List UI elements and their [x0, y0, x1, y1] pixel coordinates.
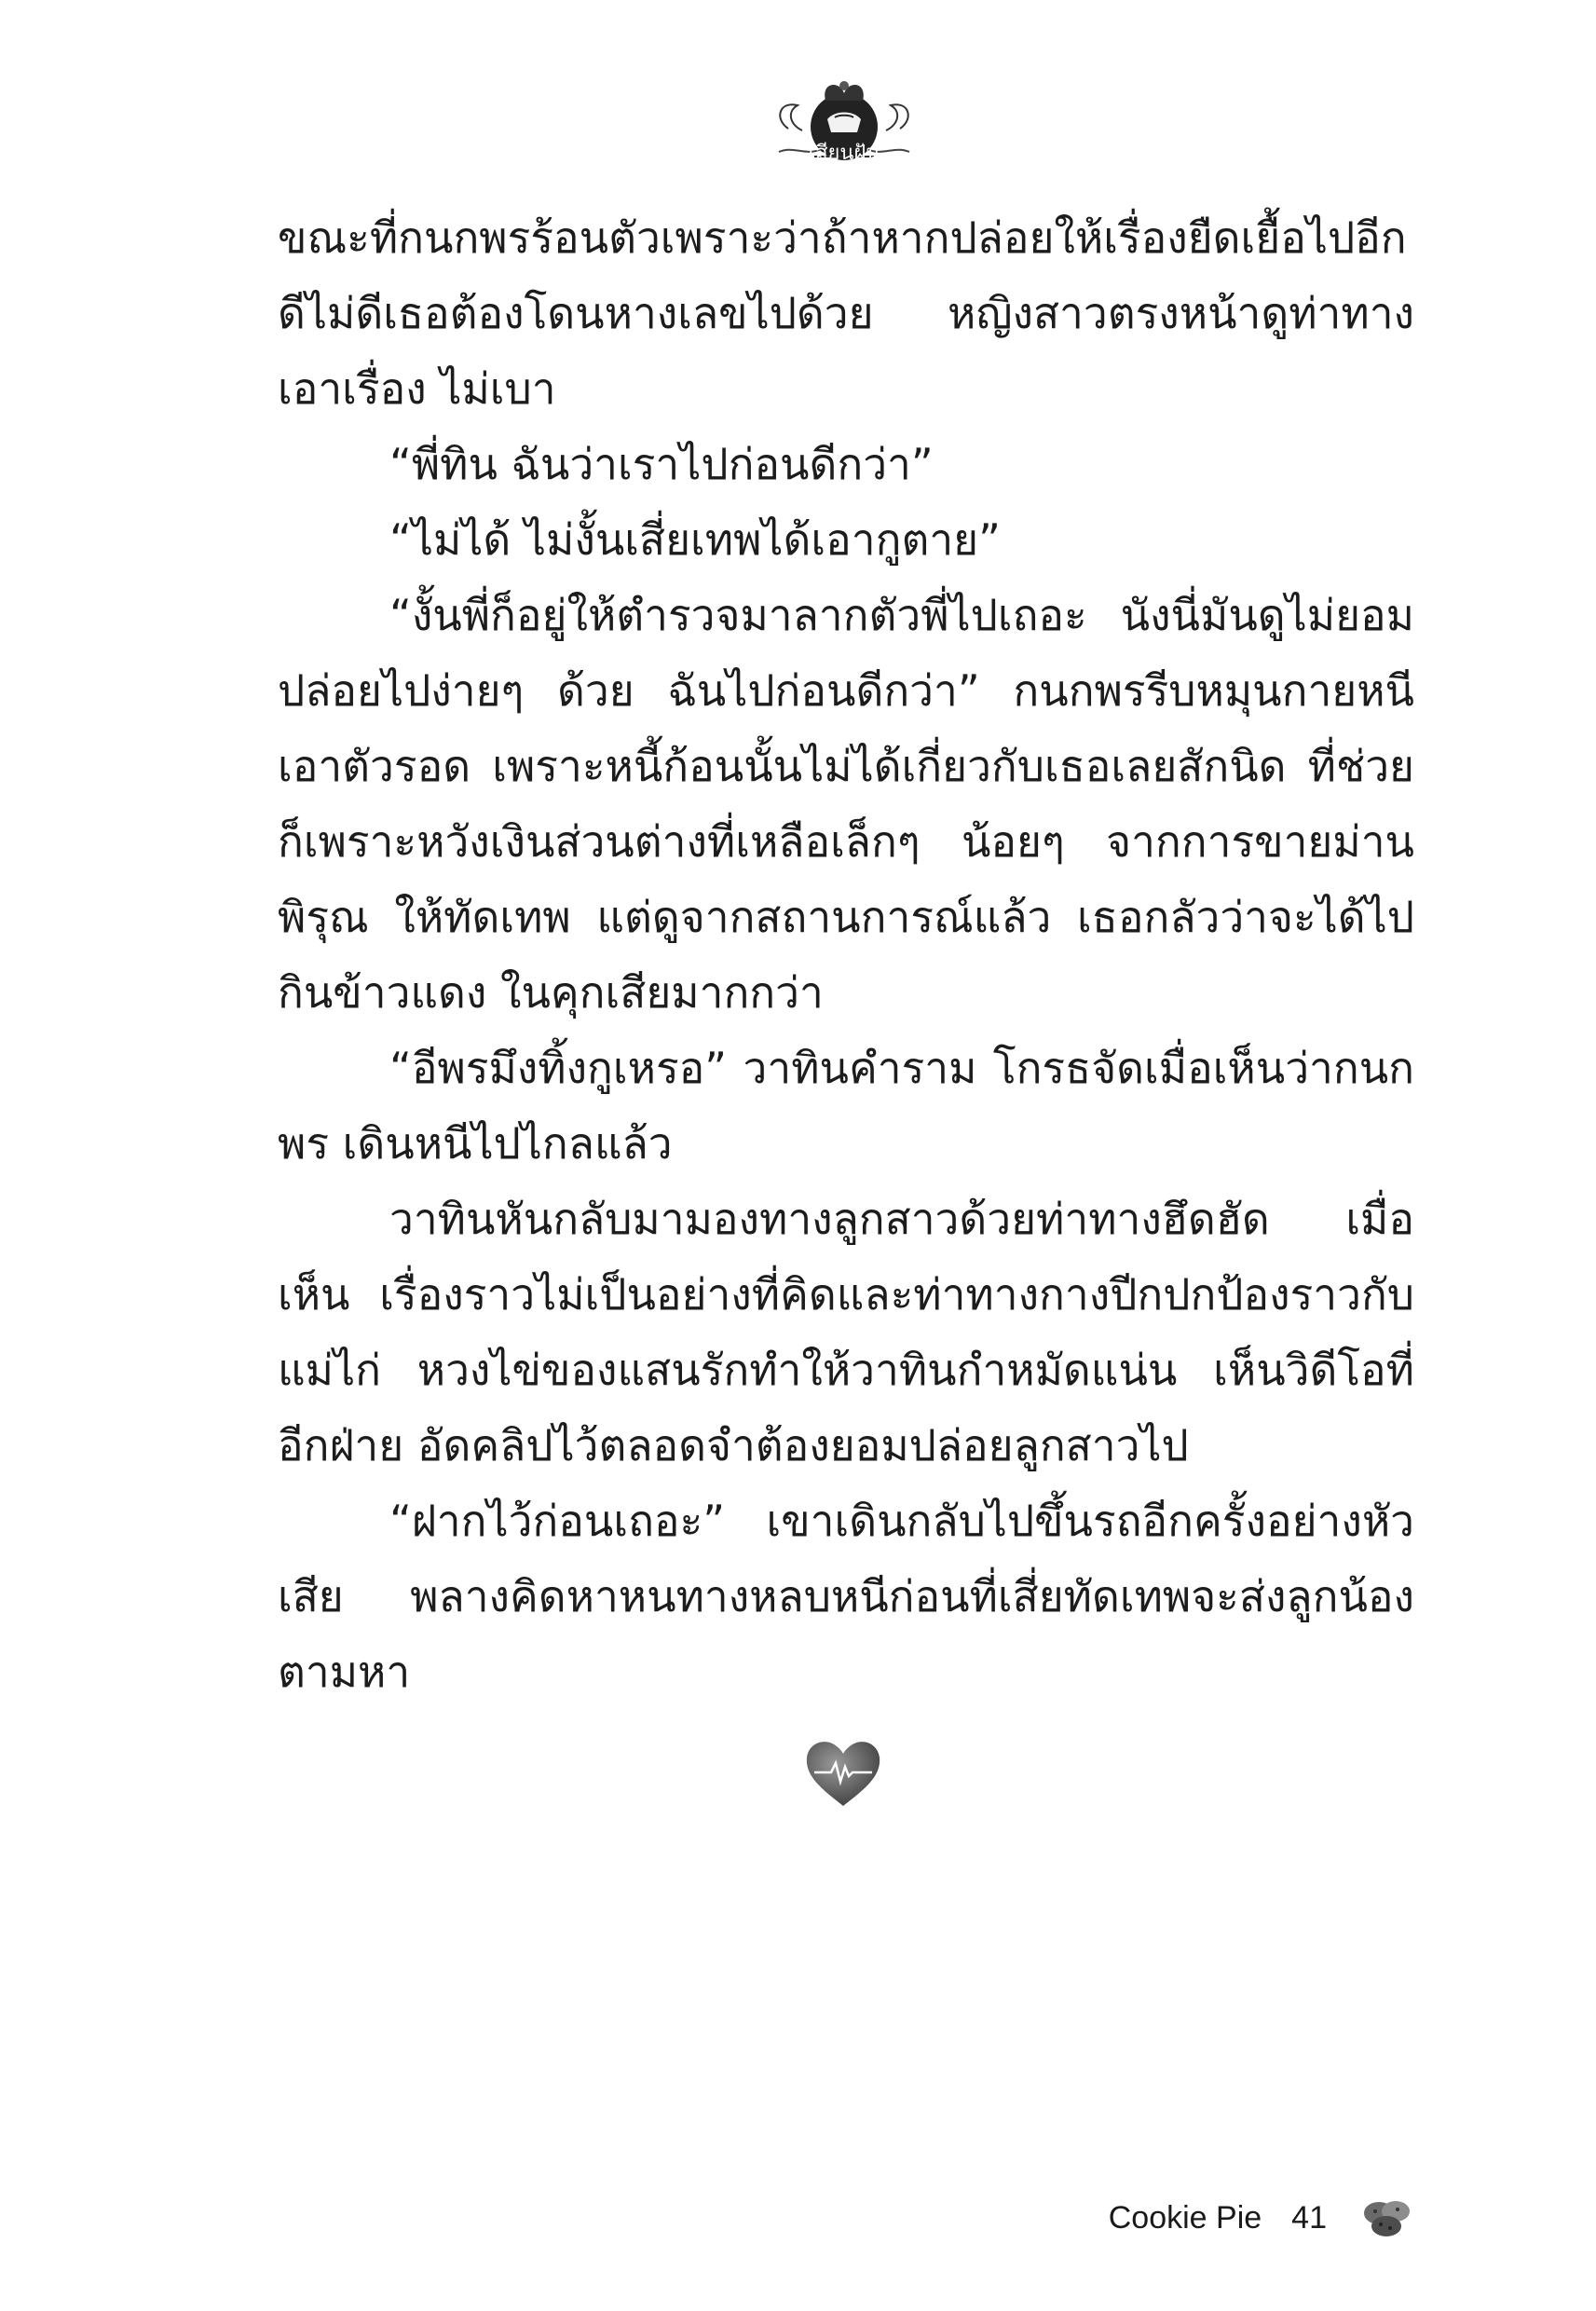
logo-text: เสียนฝัน — [808, 142, 880, 165]
paragraph: ขณะที่กนกพรร้อนตัวเพราะว่าถ้าหากปล่อยให้เรื่องยืดเยื้อไปอีก ดีไม่ดีเธอต้องโดนหางเลขไปด้วย หญิงสาวตรงหน้าดูท่าทางเอาเรื่อง ไม่เบา — [278, 212, 1414, 414]
paragraph: “ฝากไว้ก่อนเถอะ” เขาเดินกลับไปขึ้นรถอีกครั้งอย่างหัวเสีย พลางคิดหาหนทางหลบหนีก่อนที่เสี่ยทัดเทพจะส่งลูกน้องตามหา — [278, 1496, 1414, 1697]
chapter-body-text — [278, 200, 1414, 1710]
paragraph: “ไม่ได้ ไม่งั้นเสี่ยเทพได้เอากูตาย” — [389, 514, 1001, 565]
paragraph: วาทินหันกลับมามองทางลูกสาวด้วยท่าทางฮึดฮัด เมื่อเห็น เรื่องราวไม่เป็นอย่างที่คิดและท่าทางกางปีกปกป้องราวกับแม่ไก่ หวงไข่ของแสนรักทำให้วาทินกำหมัดแน่น เห็นวิดีโอที่อีกฝ่าย อัดคลิปไว้ตลอดจำต้องยอมปล่อยลูกสาวไป — [278, 1194, 1414, 1470]
paragraph: “งั้นพี่ก็อยู่ให้ตำรวจมาลากตัวพี่ไปเถอะ นังนี่มันดูไม่ยอม ปล่อยไปง่ายๆ ด้วย ฉันไปก่อนดีกว่า” กนกพรรีบหมุนกายหนี เอาตัวรอด เพราะหนี้ก้อนนั้นไม่ได้เกี่ยวกับเธอเลยสักนิด ที่ช่วย ก็เพราะหวังเงินส่วนต่างที่เหลือเล็กๆ น้อยๆ จากการขายม่านพิรุณ ให้ทัดเทพ แต่ดูจากสถานการณ์แล้ว เธอกลัวว่าจะได้ไปกินข้าวแดง ในคุกเสียมากกว่า — [278, 590, 1414, 1018]
paragraph: “อีพรมึงทิ้งกูเหรอ” วาทินคำราม โกรธจัดเมื่อเห็นว่ากนกพร เดินหนีไปไกลแล้ว — [278, 1043, 1414, 1169]
heart-heartbeat-icon — [803, 1735, 883, 1810]
cookies-icon — [1360, 2195, 1414, 2241]
page-footer — [1109, 2190, 1414, 2246]
paragraph: “พี่ทิน ฉันว่าเราไปก่อนดีกว่า” — [389, 439, 934, 489]
page-number: 41 — [1291, 2199, 1327, 2236]
footer-book-title: Cookie Pie — [1108, 2199, 1262, 2236]
header-logo — [770, 63, 919, 175]
section-divider — [803, 1735, 883, 1810]
